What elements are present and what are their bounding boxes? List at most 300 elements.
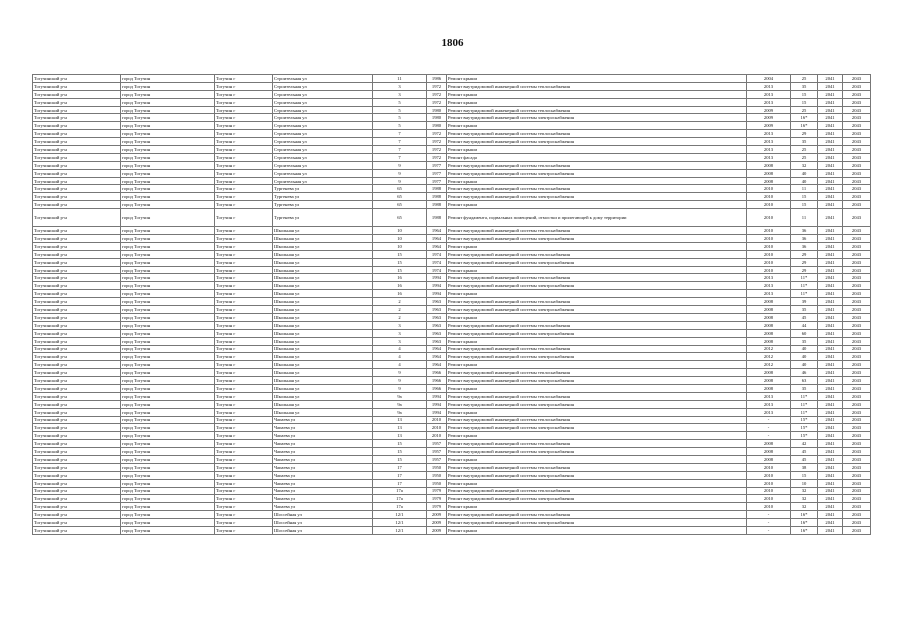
year-built-cell: 1963 (427, 306, 447, 314)
page-number: 1806 (441, 37, 464, 49)
table-row (33, 479, 871, 487)
district-cell: Тогучинский р-н (33, 266, 121, 274)
table-row (33, 345, 871, 353)
wear-cell: 63 (791, 377, 818, 385)
street-cell: Строительная ул (273, 75, 373, 83)
district-cell: Тогучинский р-н (33, 250, 121, 258)
work-type-cell: Ремонт крыши (447, 455, 747, 463)
year-built-cell: 1972 (427, 130, 447, 138)
table-row (33, 448, 871, 456)
street-cell: Чапаева ул (273, 455, 373, 463)
start-year-cell: 2041 (818, 369, 843, 377)
work-type-cell: Ремонт внутридомовой инженерной системы теплоснабжения (447, 274, 747, 282)
work-type-cell: Ремонт крыши (447, 526, 747, 534)
table-row (33, 122, 871, 130)
end-year-cell: 2043 (843, 130, 871, 138)
municipality-cell: город Тогучин (121, 90, 215, 98)
municipality-cell: город Тогучин (121, 209, 215, 227)
street-cell: Школьная ул (273, 369, 373, 377)
district-cell: Тогучинский р-н (33, 384, 121, 392)
end-year-cell: 2043 (843, 274, 871, 282)
year-built-cell: 1994 (427, 290, 447, 298)
start-year-cell: 2041 (818, 266, 843, 274)
work-type-cell: Ремонт внутридомовой инженерной системы теплоснабжения (447, 82, 747, 90)
house-number-cell: 3 (373, 82, 427, 90)
start-year-cell: 2041 (818, 235, 843, 243)
year-built-cell: 1963 (427, 337, 447, 345)
end-year-cell: 2043 (843, 448, 871, 456)
start-year-cell: 2041 (818, 298, 843, 306)
municipality-cell: город Тогучин (121, 290, 215, 298)
last-repair-year-cell: 2008 (747, 298, 791, 306)
end-year-cell: 2043 (843, 250, 871, 258)
end-year-cell: 2043 (843, 455, 871, 463)
house-number-cell: 10 (373, 242, 427, 250)
wear-cell: 16* (791, 122, 818, 130)
start-year-cell: 2041 (818, 242, 843, 250)
settlement-cell: Тогучин г (215, 130, 273, 138)
wear-cell: 11* (791, 274, 818, 282)
municipality-cell: город Тогучин (121, 258, 215, 266)
last-repair-year-cell: - (747, 519, 791, 527)
district-cell: Тогучинский р-н (33, 193, 121, 201)
start-year-cell: 2041 (818, 487, 843, 495)
last-repair-year-cell: 2008 (747, 384, 791, 392)
table-row (33, 408, 871, 416)
end-year-cell: 2043 (843, 463, 871, 471)
table-row (33, 377, 871, 385)
street-cell: Школьная ул (273, 337, 373, 345)
end-year-cell: 2043 (843, 384, 871, 392)
last-repair-year-cell: 2009 (747, 106, 791, 114)
wear-cell: 10 (791, 479, 818, 487)
last-repair-year-cell: 2010 (747, 201, 791, 209)
district-cell: Тогучинский р-н (33, 392, 121, 400)
work-type-cell: Ремонт внутридомовой инженерной системы электроснабжения (447, 448, 747, 456)
district-cell: Тогучинский р-н (33, 329, 121, 337)
table-row (33, 298, 871, 306)
table-row (33, 169, 871, 177)
end-year-cell: 2043 (843, 471, 871, 479)
municipality-cell: город Тогучин (121, 519, 215, 527)
municipality-cell: город Тогучин (121, 193, 215, 201)
start-year-cell: 2041 (818, 455, 843, 463)
house-number-cell: 5 (373, 106, 427, 114)
street-cell: Чапаева ул (273, 463, 373, 471)
work-type-cell: Ремонт внутридомовой инженерной системы теплоснабжения (447, 345, 747, 353)
street-cell: Строительная ул (273, 90, 373, 98)
start-year-cell: 2041 (818, 321, 843, 329)
start-year-cell: 2041 (818, 274, 843, 282)
work-type-cell: Ремонт фасада (447, 153, 747, 161)
settlement-cell: Тогучин г (215, 266, 273, 274)
street-cell: Школьная ул (273, 400, 373, 408)
start-year-cell: 2041 (818, 138, 843, 146)
start-year-cell: 2041 (818, 313, 843, 321)
district-cell: Тогучинский р-н (33, 455, 121, 463)
house-number-cell: 10 (373, 235, 427, 243)
municipality-cell: город Тогучин (121, 416, 215, 424)
municipality-cell: город Тогучин (121, 201, 215, 209)
work-type-cell: Ремонт крыши (447, 90, 747, 98)
year-built-cell: 1980 (427, 122, 447, 130)
year-built-cell: 1980 (427, 106, 447, 114)
table-row (33, 82, 871, 90)
wear-cell: 25 (791, 106, 818, 114)
settlement-cell: Тогучин г (215, 193, 273, 201)
wear-cell: 15* (791, 424, 818, 432)
table-row (33, 463, 871, 471)
table-row (33, 353, 871, 361)
settlement-cell: Тогучин г (215, 432, 273, 440)
table-row (33, 209, 871, 227)
end-year-cell: 2043 (843, 361, 871, 369)
last-repair-year-cell: 2013 (747, 392, 791, 400)
end-year-cell: 2043 (843, 369, 871, 377)
house-number-cell: 11 (373, 75, 427, 83)
district-cell: Тогучинский р-н (33, 495, 121, 503)
district-cell: Тогучинский р-н (33, 114, 121, 122)
year-built-cell: 1964 (427, 227, 447, 235)
table-row (33, 201, 871, 209)
settlement-cell: Тогучин г (215, 377, 273, 385)
settlement-cell: Тогучин г (215, 75, 273, 83)
street-cell: Чапаева ул (273, 432, 373, 440)
wear-cell: 36 (791, 242, 818, 250)
street-cell: Чапаева ул (273, 487, 373, 495)
work-type-cell: Ремонт внутридомовой инженерной системы теплоснабжения (447, 440, 747, 448)
house-number-cell: 5 (373, 114, 427, 122)
wear-cell: 40 (791, 353, 818, 361)
settlement-cell: Тогучин г (215, 424, 273, 432)
last-repair-year-cell: 2008 (747, 337, 791, 345)
start-year-cell: 2041 (818, 146, 843, 154)
settlement-cell: Тогучин г (215, 519, 273, 527)
settlement-cell: Тогучин г (215, 227, 273, 235)
house-number-cell: 7 (373, 146, 427, 154)
end-year-cell: 2043 (843, 146, 871, 154)
end-year-cell: 2043 (843, 114, 871, 122)
house-number-cell: 2 (373, 298, 427, 306)
wear-cell: 11* (791, 282, 818, 290)
wear-cell: 29 (791, 266, 818, 274)
end-year-cell: 2043 (843, 185, 871, 193)
municipality-cell: город Тогучин (121, 384, 215, 392)
start-year-cell: 2041 (818, 424, 843, 432)
work-type-cell: Ремонт внутридомовой инженерной системы электроснабжения (447, 235, 747, 243)
district-cell: Тогучинский р-н (33, 408, 121, 416)
district-cell: Тогучинский р-н (33, 432, 121, 440)
last-repair-year-cell: 2010 (747, 242, 791, 250)
wear-cell: 15 (791, 471, 818, 479)
work-type-cell: Ремонт крыши (447, 337, 747, 345)
wear-cell: 35 (791, 384, 818, 392)
table-row (33, 227, 871, 235)
house-number-cell: 5 (373, 98, 427, 106)
wear-cell: 40 (791, 177, 818, 185)
year-built-cell: 1977 (427, 161, 447, 169)
municipality-cell: город Тогучин (121, 106, 215, 114)
work-type-cell: Ремонт внутридомовой инженерной системы электроснабжения (447, 282, 747, 290)
work-type-cell: Ремонт крыши (447, 432, 747, 440)
district-cell: Тогучинский р-н (33, 75, 121, 83)
house-number-cell: 15 (373, 455, 427, 463)
house-number-cell: 15 (373, 250, 427, 258)
house-number-cell: 12/1 (373, 519, 427, 527)
municipality-cell: город Тогучин (121, 448, 215, 456)
wear-cell: 42 (791, 440, 818, 448)
work-type-cell: Ремонт внутридомовой инженерной системы электроснабжения (447, 353, 747, 361)
year-built-cell: 1988 (427, 185, 447, 193)
start-year-cell: 2041 (818, 306, 843, 314)
district-cell: Тогучинский р-н (33, 90, 121, 98)
street-cell: Школьная ул (273, 250, 373, 258)
settlement-cell: Тогучин г (215, 353, 273, 361)
wear-cell: 44 (791, 321, 818, 329)
district-cell: Тогучинский р-н (33, 274, 121, 282)
work-type-cell: Ремонт крыши (447, 290, 747, 298)
street-cell: Чапаева ул (273, 471, 373, 479)
municipality-cell: город Тогучин (121, 361, 215, 369)
year-built-cell: 1964 (427, 345, 447, 353)
end-year-cell: 2043 (843, 298, 871, 306)
end-year-cell: 2043 (843, 503, 871, 511)
table-row (33, 153, 871, 161)
table-row (33, 313, 871, 321)
last-repair-year-cell: 2010 (747, 227, 791, 235)
settlement-cell: Тогучин г (215, 106, 273, 114)
district-cell: Тогучинский р-н (33, 487, 121, 495)
house-number-cell: 4 (373, 353, 427, 361)
street-cell: Строительная ул (273, 177, 373, 185)
district-cell: Тогучинский р-н (33, 416, 121, 424)
district-cell: Тогучинский р-н (33, 298, 121, 306)
table-row (33, 487, 871, 495)
municipality-cell: город Тогучин (121, 298, 215, 306)
work-type-cell: Ремонт внутридомовой инженерной системы теплоснабжения (447, 298, 747, 306)
end-year-cell: 2043 (843, 122, 871, 130)
street-cell: Школьная ул (273, 345, 373, 353)
settlement-cell: Тогучин г (215, 298, 273, 306)
work-type-cell: Ремонт внутридомовой инженерной системы теплоснабжения (447, 321, 747, 329)
last-repair-year-cell: 2013 (747, 274, 791, 282)
last-repair-year-cell: 2013 (747, 282, 791, 290)
last-repair-year-cell: 2010 (747, 479, 791, 487)
last-repair-year-cell: 2013 (747, 130, 791, 138)
settlement-cell: Тогучин г (215, 463, 273, 471)
table-row (33, 392, 871, 400)
start-year-cell: 2041 (818, 337, 843, 345)
street-cell: Чапаева ул (273, 479, 373, 487)
end-year-cell: 2043 (843, 138, 871, 146)
wear-cell: 29 (791, 250, 818, 258)
district-cell: Тогучинский р-н (33, 177, 121, 185)
table-row (33, 185, 871, 193)
municipality-cell: город Тогучин (121, 471, 215, 479)
house-number-cell: 15 (373, 448, 427, 456)
year-built-cell: 1994 (427, 392, 447, 400)
wear-cell: 46 (791, 369, 818, 377)
street-cell: Строительная ул (273, 153, 373, 161)
wear-cell: 16* (791, 526, 818, 534)
end-year-cell: 2043 (843, 337, 871, 345)
end-year-cell: 2043 (843, 392, 871, 400)
year-built-cell: 1974 (427, 258, 447, 266)
end-year-cell: 2043 (843, 511, 871, 519)
street-cell: Чапаева ул (273, 503, 373, 511)
last-repair-year-cell: 2010 (747, 235, 791, 243)
district-cell: Тогучинский р-н (33, 227, 121, 235)
last-repair-year-cell: 2008 (747, 306, 791, 314)
wear-cell: 40 (791, 361, 818, 369)
district-cell: Тогучинский р-н (33, 138, 121, 146)
settlement-cell: Тогучин г (215, 329, 273, 337)
settlement-cell: Тогучин г (215, 503, 273, 511)
last-repair-year-cell: 2010 (747, 209, 791, 227)
house-number-cell: 2 (373, 313, 427, 321)
end-year-cell: 2043 (843, 416, 871, 424)
municipality-cell: город Тогучин (121, 153, 215, 161)
start-year-cell: 2041 (818, 290, 843, 298)
start-year-cell: 2041 (818, 479, 843, 487)
start-year-cell: 2041 (818, 329, 843, 337)
work-type-cell: Ремонт внутридомовой инженерной системы теплоснабжения (447, 250, 747, 258)
year-built-cell: 1979 (427, 495, 447, 503)
district-cell: Тогучинский р-н (33, 313, 121, 321)
end-year-cell: 2043 (843, 321, 871, 329)
last-repair-year-cell: 2010 (747, 258, 791, 266)
wear-cell: 29 (791, 130, 818, 138)
wear-cell: 40 (791, 169, 818, 177)
work-type-cell: Ремонт фундамента, подвальных помещений, отмостки и прилегающей к дому территории (447, 209, 747, 227)
house-number-cell: 4 (373, 361, 427, 369)
house-number-cell: 9а (373, 408, 427, 416)
district-cell: Тогучинский р-н (33, 258, 121, 266)
table-row (33, 274, 871, 282)
table-row (33, 266, 871, 274)
last-repair-year-cell: 2010 (747, 266, 791, 274)
work-type-cell: Ремонт крыши (447, 361, 747, 369)
end-year-cell: 2043 (843, 345, 871, 353)
last-repair-year-cell: 2013 (747, 98, 791, 106)
start-year-cell: 2041 (818, 471, 843, 479)
street-cell: Школьная ул (273, 329, 373, 337)
wear-cell: 45 (791, 448, 818, 456)
start-year-cell: 2041 (818, 98, 843, 106)
start-year-cell: 2041 (818, 258, 843, 266)
municipality-cell: город Тогучин (121, 242, 215, 250)
last-repair-year-cell: 2013 (747, 138, 791, 146)
start-year-cell: 2041 (818, 503, 843, 511)
municipality-cell: город Тогучин (121, 353, 215, 361)
wear-cell: 38 (791, 463, 818, 471)
settlement-cell: Тогучин г (215, 290, 273, 298)
municipality-cell: город Тогучин (121, 424, 215, 432)
street-cell: Строительная ул (273, 161, 373, 169)
end-year-cell: 2043 (843, 82, 871, 90)
municipality-cell: город Тогучин (121, 146, 215, 154)
year-built-cell: 1988 (427, 201, 447, 209)
street-cell: Строительная ул (273, 146, 373, 154)
table-row (33, 98, 871, 106)
work-type-cell: Ремонт внутридомовой инженерной системы электроснабжения (447, 495, 747, 503)
start-year-cell: 2041 (818, 463, 843, 471)
wear-cell: 35 (791, 82, 818, 90)
start-year-cell: 2041 (818, 209, 843, 227)
street-cell: Школьная ул (273, 235, 373, 243)
house-number-cell: 9а (373, 400, 427, 408)
last-repair-year-cell: 2010 (747, 463, 791, 471)
settlement-cell: Тогучин г (215, 98, 273, 106)
wear-cell: 45 (791, 455, 818, 463)
year-built-cell: 1966 (427, 384, 447, 392)
municipality-cell: город Тогучин (121, 75, 215, 83)
last-repair-year-cell: 2008 (747, 313, 791, 321)
street-cell: Школьная ул (273, 266, 373, 274)
last-repair-year-cell: 2010 (747, 487, 791, 495)
table-row (33, 193, 871, 201)
municipality-cell: город Тогучин (121, 313, 215, 321)
wear-cell: 16* (791, 519, 818, 527)
wear-cell: 25 (791, 75, 818, 83)
municipality-cell: город Тогучин (121, 306, 215, 314)
year-built-cell: 1964 (427, 353, 447, 361)
settlement-cell: Тогучин г (215, 408, 273, 416)
wear-cell: 36 (791, 235, 818, 243)
end-year-cell: 2043 (843, 353, 871, 361)
settlement-cell: Тогучин г (215, 384, 273, 392)
table-row (33, 75, 871, 83)
street-cell: Школьная ул (273, 377, 373, 385)
settlement-cell: Тогучин г (215, 495, 273, 503)
house-number-cell: 9 (373, 169, 427, 177)
municipality-cell: город Тогучин (121, 337, 215, 345)
table-row (33, 495, 871, 503)
house-number-cell: 16 (373, 274, 427, 282)
house-number-cell: 17 (373, 471, 427, 479)
house-number-cell: 9а (373, 392, 427, 400)
house-number-cell: 3 (373, 329, 427, 337)
table-row (33, 321, 871, 329)
start-year-cell: 2041 (818, 201, 843, 209)
table-row (33, 146, 871, 154)
house-number-cell: 12/1 (373, 511, 427, 519)
work-type-cell: Ремонт крыши (447, 98, 747, 106)
wear-cell: 15* (791, 432, 818, 440)
house-number-cell: 17 (373, 479, 427, 487)
settlement-cell: Тогучин г (215, 161, 273, 169)
street-cell: Шоссейная ул (273, 519, 373, 527)
table-row (33, 440, 871, 448)
house-number-cell: 65 (373, 193, 427, 201)
work-type-cell: Ремонт внутридомовой инженерной системы электроснабжения (447, 258, 747, 266)
street-cell: Школьная ул (273, 313, 373, 321)
table-row (33, 161, 871, 169)
last-repair-year-cell: 2008 (747, 177, 791, 185)
street-cell: Строительная ул (273, 114, 373, 122)
settlement-cell: Тогучин г (215, 209, 273, 227)
work-type-cell: Ремонт внутридомовой инженерной системы электроснабжения (447, 329, 747, 337)
end-year-cell: 2043 (843, 227, 871, 235)
end-year-cell: 2043 (843, 209, 871, 227)
last-repair-year-cell: 2010 (747, 250, 791, 258)
year-built-cell: 1977 (427, 169, 447, 177)
start-year-cell: 2041 (818, 432, 843, 440)
district-cell: Тогучинский р-н (33, 345, 121, 353)
start-year-cell: 2041 (818, 161, 843, 169)
wear-cell: 32 (791, 161, 818, 169)
table-row (33, 177, 871, 185)
